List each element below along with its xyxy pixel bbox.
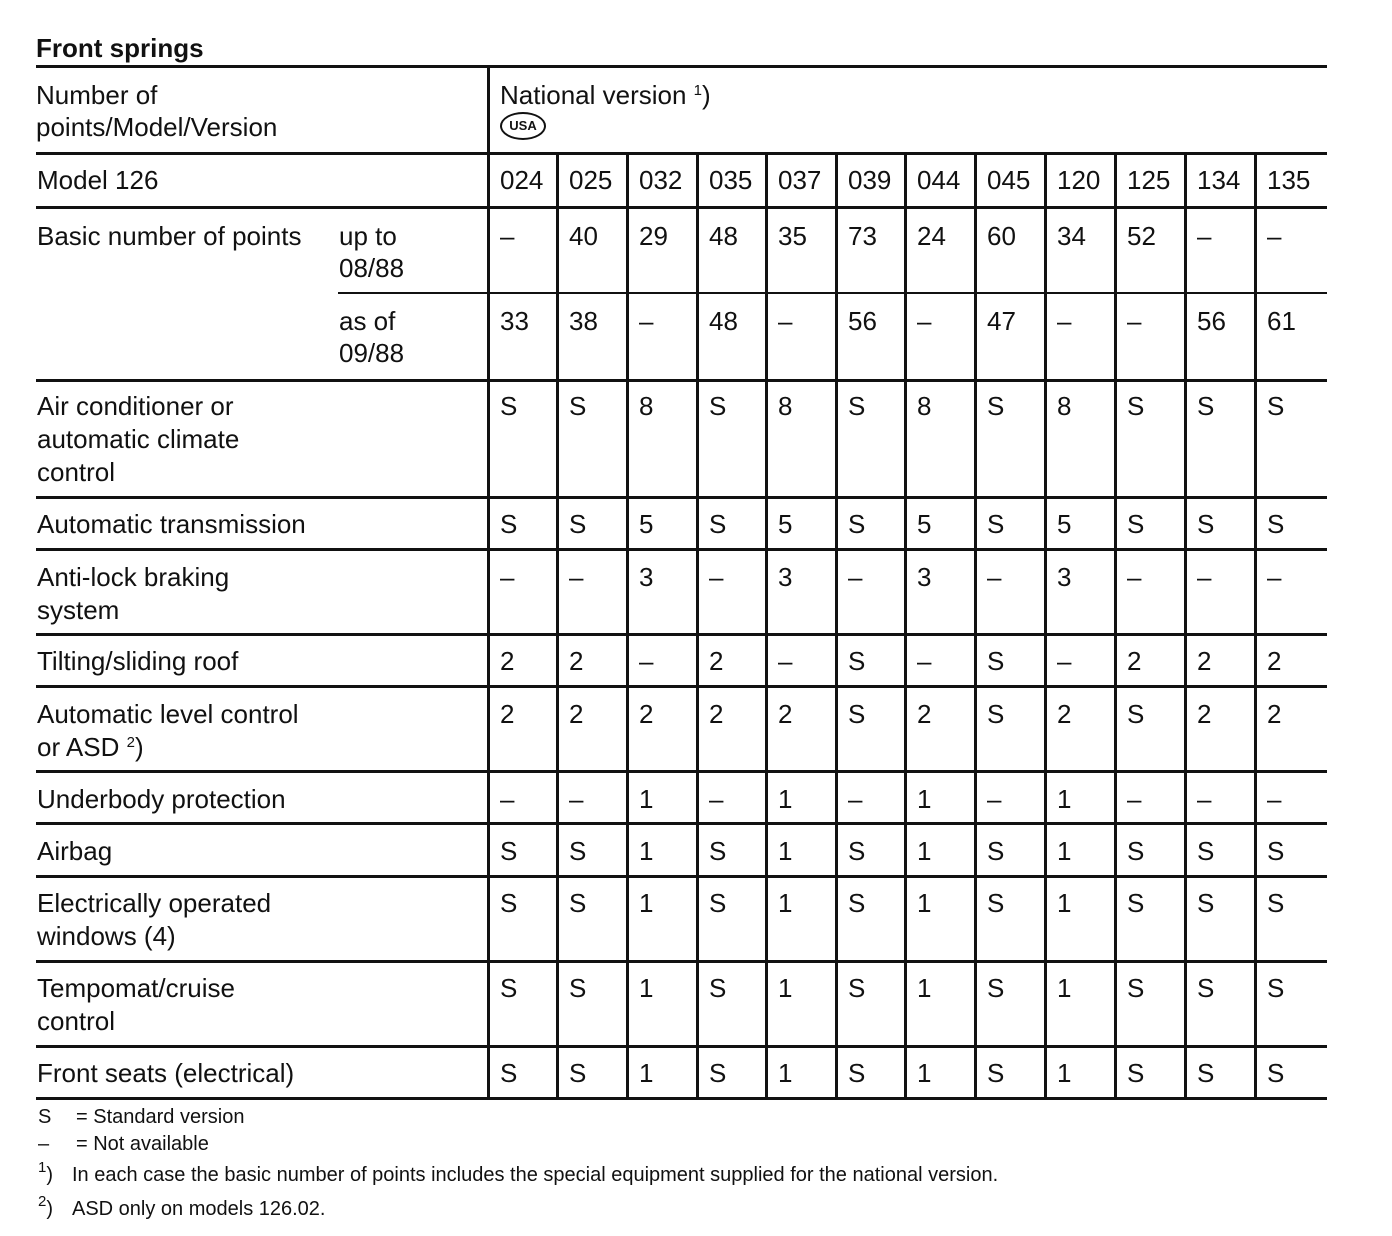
row-label: windows (4): [37, 921, 176, 951]
table-cell: S: [500, 836, 518, 866]
table-cell: S: [709, 1058, 727, 1088]
table-cell: S: [1267, 391, 1285, 421]
table-cell: –: [1197, 221, 1212, 251]
page-title: Front springs: [36, 33, 204, 63]
table-cell: S: [848, 509, 866, 539]
table-cell: 1: [917, 1058, 932, 1088]
table-cell: S: [987, 699, 1005, 729]
table-cell: 8: [917, 391, 932, 421]
table-cell: 48: [709, 306, 738, 336]
table-cell: S: [987, 646, 1005, 676]
row-label: Tilting/sliding roof: [37, 646, 239, 676]
table-cell: S: [1127, 973, 1145, 1003]
table-cell: –: [500, 562, 515, 592]
column-divider: [626, 153, 629, 1100]
table-cell: 1: [639, 784, 654, 814]
model-version-code: 134: [1197, 165, 1241, 195]
footnote-ref: 1: [38, 1159, 47, 1176]
table-cell: 1: [917, 888, 932, 918]
footnote-ref: 2: [126, 734, 135, 751]
table-cell: –: [1267, 221, 1282, 251]
table-cell: S: [848, 1058, 866, 1088]
table-cell: 1: [778, 784, 793, 814]
table-cell: S: [569, 836, 587, 866]
table-cell: S: [848, 646, 866, 676]
table-cell: 5: [917, 509, 932, 539]
column-divider: [1114, 153, 1117, 1100]
table-cell: S: [848, 391, 866, 421]
table-cell: 2: [778, 699, 793, 729]
table-cell: 1: [778, 1058, 793, 1088]
column-divider: [1184, 153, 1187, 1100]
row-label: Tempomat/cruise: [37, 973, 235, 1003]
table-cell: S: [987, 888, 1005, 918]
model-version-code: 135: [1267, 165, 1311, 195]
table-cell: S: [1267, 509, 1285, 539]
table-cell: –: [639, 306, 654, 336]
table-cell: S: [987, 391, 1005, 421]
table-cell: –: [1197, 784, 1212, 814]
table-cell: –: [848, 784, 863, 814]
row-label: Electrically operated: [37, 888, 272, 918]
row-divider: [36, 1045, 1327, 1048]
table-cell: –: [639, 646, 654, 676]
row-label: control: [37, 457, 116, 487]
table-cell: S: [500, 509, 518, 539]
table-cell: S: [987, 509, 1005, 539]
table-cell: 3: [1057, 562, 1072, 592]
header-label: points/Model/Version: [36, 112, 278, 142]
column-divider: [487, 67, 490, 1100]
national-version-label: National version $^1$): [500, 80, 711, 110]
table-cell: 2: [639, 699, 654, 729]
table-cell: 1: [1057, 836, 1072, 866]
table-cell: 56: [1197, 306, 1226, 336]
table-cell: 35: [778, 221, 807, 251]
table-cell: S: [848, 973, 866, 1003]
table-cell: 61: [1267, 306, 1296, 336]
table-cell: S: [1197, 973, 1215, 1003]
row-label: or ASD $^2$): [37, 732, 144, 762]
table-cell: 1: [778, 836, 793, 866]
table-cell: S: [569, 973, 587, 1003]
table-cell: S: [1127, 509, 1145, 539]
table-cell: 2: [500, 646, 515, 676]
table-cell: S: [1197, 888, 1215, 918]
table-cell: –: [987, 562, 1002, 592]
table-cell: S: [1127, 888, 1145, 918]
legend-text: = Not available: [76, 1133, 209, 1155]
table-cell: S: [987, 836, 1005, 866]
table-cell: S: [709, 509, 727, 539]
table-cell: S: [848, 699, 866, 729]
row-divider: [36, 152, 1327, 155]
period-label: as of: [339, 306, 396, 336]
table-cell: 2: [917, 699, 932, 729]
table-cell: –: [917, 646, 932, 676]
table-cell: S: [1127, 391, 1145, 421]
table-cell: S: [500, 973, 518, 1003]
row-label: automatic climate: [37, 424, 240, 454]
column-divider: [1044, 153, 1047, 1100]
row-divider: [36, 548, 1327, 551]
table-cell: –: [848, 562, 863, 592]
model-version-code: 125: [1127, 165, 1171, 195]
table-cell: S: [569, 1058, 587, 1088]
table-cell: 2: [1267, 646, 1282, 676]
table-cell: –: [1127, 562, 1142, 592]
table-cell: 8: [778, 391, 793, 421]
table-cell: S: [1267, 973, 1285, 1003]
column-divider: [765, 153, 768, 1100]
table-cell: –: [1057, 306, 1072, 336]
table-cell: 40: [569, 221, 598, 251]
header-label: Number of: [36, 80, 158, 110]
row-divider: [36, 685, 1327, 688]
table-cell: 2: [569, 646, 584, 676]
table-cell: 2: [1197, 699, 1212, 729]
row-divider: [36, 1097, 1327, 1100]
table-cell: S: [1197, 836, 1215, 866]
table-cell: S: [1267, 836, 1285, 866]
row-label: control: [37, 1006, 116, 1036]
row-divider: [36, 960, 1327, 963]
model-version-code: 032: [639, 165, 683, 195]
table-cell: S: [709, 973, 727, 1003]
model-version-code: 120: [1057, 165, 1101, 195]
table-cell: 60: [987, 221, 1016, 251]
row-label: Automatic transmission: [37, 509, 306, 539]
table-cell: S: [1197, 509, 1215, 539]
model-version-code: 044: [917, 165, 961, 195]
row-divider: [36, 633, 1327, 636]
table-cell: 47: [987, 306, 1016, 336]
table-cell: S: [709, 391, 727, 421]
table-cell: –: [1197, 562, 1212, 592]
row-divider: [36, 379, 1327, 382]
footnote-mark: $^1$): [38, 1159, 54, 1186]
table-cell: 1: [917, 973, 932, 1003]
table-cell: S: [1267, 888, 1285, 918]
table-cell: 8: [639, 391, 654, 421]
table-cell: –: [709, 784, 724, 814]
period-label: up to: [339, 221, 397, 251]
table-cell: S: [1197, 1058, 1215, 1088]
table-cell: 1: [1057, 1058, 1072, 1088]
table-cell: 2: [709, 646, 724, 676]
table-cell: S: [1267, 1058, 1285, 1088]
table-cell: 2: [1057, 699, 1072, 729]
table-cell: S: [987, 973, 1005, 1003]
table-cell: 3: [639, 562, 654, 592]
table-cell: 56: [848, 306, 877, 336]
table-cell: S: [987, 1058, 1005, 1088]
table-cell: S: [1197, 391, 1215, 421]
table-cell: –: [569, 784, 584, 814]
table-cell: –: [1057, 646, 1072, 676]
table-cell: 2: [500, 699, 515, 729]
table-cell: 1: [1057, 888, 1072, 918]
period-label: 08/88: [339, 253, 405, 283]
row-divider: [36, 770, 1327, 773]
table-cell: 2: [1197, 646, 1212, 676]
table-cell: 24: [917, 221, 946, 251]
table-cell: –: [1127, 784, 1142, 814]
table-cell: S: [500, 391, 518, 421]
table-cell: S: [500, 1058, 518, 1088]
table-cell: 1: [639, 973, 654, 1003]
model-version-code: 024: [500, 165, 544, 195]
table-cell: 1: [917, 784, 932, 814]
footnote-ref: 2: [38, 1193, 47, 1210]
basic-points-label: Basic number of points: [37, 221, 302, 251]
model-label: Model 126: [37, 165, 159, 195]
table-cell: 38: [569, 306, 598, 336]
table-cell: S: [1127, 836, 1145, 866]
model-version-code: 025: [569, 165, 613, 195]
table-cell: 3: [917, 562, 932, 592]
footnote-ref: 1: [693, 82, 702, 99]
row-divider: [36, 822, 1327, 825]
table-cell: –: [1127, 306, 1142, 336]
row-label: Airbag: [37, 836, 113, 866]
table-cell: S: [709, 888, 727, 918]
row-divider: [36, 206, 1327, 209]
model-version-code: 037: [778, 165, 822, 195]
model-version-code: 045: [987, 165, 1031, 195]
table-cell: 8: [1057, 391, 1072, 421]
footnote-text: In each case the basic number of points includes the special equipment supplied for the national version.: [72, 1164, 999, 1186]
column-divider: [835, 153, 838, 1100]
column-divider: [1254, 153, 1257, 1100]
footnote-mark: $^2$): [38, 1193, 54, 1220]
table-cell: 5: [1057, 509, 1072, 539]
table-cell: –: [1267, 784, 1282, 814]
column-divider: [904, 153, 907, 1100]
legend-text: = Standard version: [76, 1106, 245, 1128]
table-cell: 2: [709, 699, 724, 729]
table-cell: 2: [569, 699, 584, 729]
column-divider: [556, 153, 559, 1100]
model-version-code: 039: [848, 165, 892, 195]
row-label: Automatic level control: [37, 699, 299, 729]
table-cell: 5: [639, 509, 654, 539]
table-cell: –: [987, 784, 1002, 814]
table-cell: S: [1127, 1058, 1145, 1088]
table-cell: –: [569, 562, 584, 592]
table-cell: S: [848, 836, 866, 866]
row-label: Anti-lock braking: [37, 562, 230, 592]
table-cell: –: [917, 306, 932, 336]
table-cell: 1: [639, 1058, 654, 1088]
row-label: Air conditioner or: [37, 391, 234, 421]
row-divider: [36, 65, 1327, 68]
row-divider: [36, 496, 1327, 499]
table-cell: 73: [848, 221, 877, 251]
table-cell: –: [500, 221, 515, 251]
table-cell: 5: [778, 509, 793, 539]
table-cell: 3: [778, 562, 793, 592]
column-divider: [696, 153, 699, 1100]
table-cell: 1: [639, 836, 654, 866]
row-label: system: [37, 595, 120, 625]
table-cell: S: [569, 391, 587, 421]
column-divider: [974, 153, 977, 1100]
table-cell: 1: [1057, 784, 1072, 814]
table-cell: S: [569, 888, 587, 918]
table-cell: S: [500, 888, 518, 918]
legend-symbol: S: [38, 1106, 52, 1128]
usa-badge: USA: [500, 112, 546, 140]
footnote-text: ASD only on models 126.02.: [72, 1198, 326, 1220]
table-cell: 48: [709, 221, 738, 251]
row-label: Underbody protection: [37, 784, 286, 814]
table-cell: S: [1127, 699, 1145, 729]
row-label: Front seats (electrical): [37, 1058, 295, 1088]
period-label: 09/88: [339, 338, 405, 368]
table-cell: –: [500, 784, 515, 814]
table-cell: 1: [778, 888, 793, 918]
table-cell: 29: [639, 221, 668, 251]
table-cell: 2: [1127, 646, 1142, 676]
table-cell: –: [778, 646, 793, 676]
table-cell: –: [778, 306, 793, 336]
table-cell: 1: [917, 836, 932, 866]
table-cell: 1: [1057, 973, 1072, 1003]
table-cell: S: [709, 836, 727, 866]
table-cell: 52: [1127, 221, 1156, 251]
legend-symbol: –: [38, 1133, 50, 1155]
table-cell: 33: [500, 306, 529, 336]
table-cell: –: [709, 562, 724, 592]
row-divider: [36, 875, 1327, 878]
table-cell: 34: [1057, 221, 1086, 251]
table-cell: 2: [1267, 699, 1282, 729]
table-cell: –: [1267, 562, 1282, 592]
table-cell: S: [569, 509, 587, 539]
table-cell: 1: [639, 888, 654, 918]
table-cell: 1: [778, 973, 793, 1003]
model-version-code: 035: [709, 165, 753, 195]
table-cell: S: [848, 888, 866, 918]
